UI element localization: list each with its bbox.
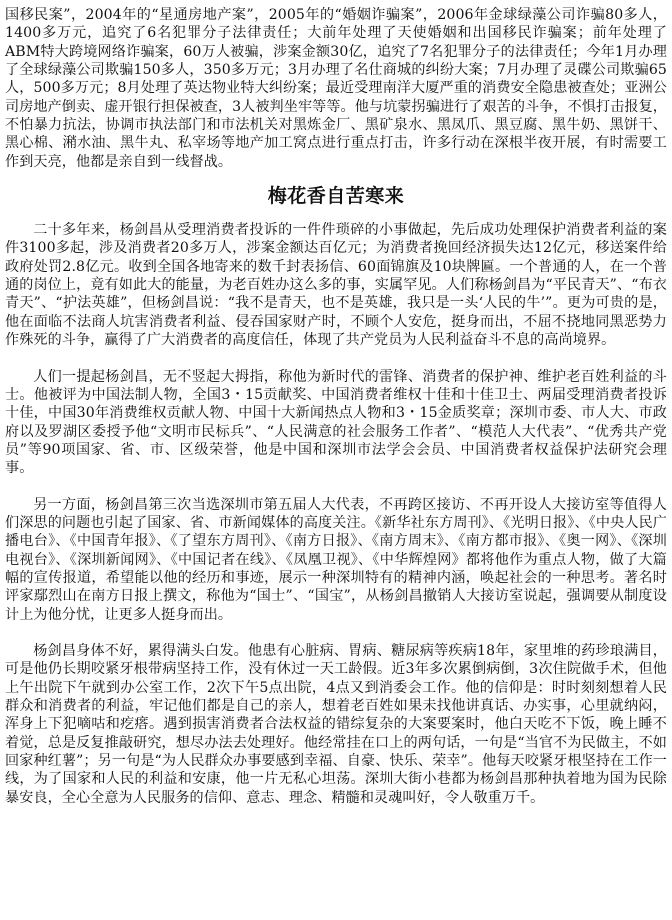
section-title: 梅花香自苦寒来	[267, 185, 405, 208]
paragraph-1: 二十多年来，杨剑昌从受理消费者投诉的一件件琐碎的小事做起，先后成功处理保护消费者利益的案件3100多起，涉及消费者20多万人，涉案金额达百亿元；为消费者挽回经济损失达12亿元，移送案件给政府处罚2.8亿元。收到全国各地寄来的数千封表扬信、60面锦旗及10块牌匾。一个普通的人，在一个普通的岗位上，竟有如此大的能量，为老百姓办这么多的事，实属罕见。人们称杨剑昌为“平民青天”、“布衣青天”、“护法英雄”，但杨剑昌说：“我不是青天，也不是英雄，我只是一头‘人民的牛’”。更为可贵的是，他在面临不法商人坑害消费者利益、侵吞国家财产时，不顾个人安危，挺身而出，不屈不挠地同黑恶势力作殊死的斗争，赢得了广大消费者的高度信任，体现了共产党员为人民利益奋斗不息的高尚境界。	[5, 222, 667, 349]
paragraph-gap	[5, 624, 667, 642]
paragraph-3: 另一方面，杨剑昌第三次当选深圳市第五届人大代表，不再跨区接访、不再开设人大接访室等值得人们深思的问题也引起了国家、省、市新闻媒体的高度关注。《新华社东方周刊》、《光明日报》、《中央人民广播电台》、《中国青年报》、《了望东方周刊》、《南方日报》、《南方周末》、《南方都市报》、《奥一网》、《深圳电视台》、《深圳新闻网》、《中国记者在线》、《凤凰卫视》、《中华辉煌网》都将他作为重点人物，做了大篇幅的宣传报道，希望能以他的经历和事迹，展示一种深圳特有的精神内涵，唤起社会的一种思考。著名时评家鄢烈山在南方日报上撰文，称他为“国士”、“国宝”，从杨剑昌撤销人大接访室说起，强调要从制度设计上为他分忧，让更多人挺身而出。	[5, 496, 667, 623]
continued-paragraph: 国移民案”，2004年的“星通房地产案”，2005年的“婚姻诈骗案”，2006年金球绿藻公司诈骗80多人，1400多万元，追究了6名犯罪分子法律责任；大前年处理了天使婚姻和出国移民诈骗案；前年处理了ABM特大跨境网络诈骗案，60万人被骗，涉案金额30亿，追究了7名犯罪分子的法律责任；今年1月办理了全球绿藻公司欺骗150多人，350多万元；3月办理了名仕商城的纠纷大案；7月办理了灵碟公司欺骗65人，500多万元；8月处理了英达物业特大纠纷案；最近受理南洋大厦严重的消费安全隐患被查处；亚洲公司房地产倒卖、虚开银行担保被查，3人被判坐牢等等。他与坑蒙拐骗进行了艰苦的斗争，不惧打击报复，不怕暴力抗法，协调市执法部门和市法机关对黑炼金厂、黑矿泉水、黑凤爪、黑豆腐、黑牛奶、黑饼干、黑心棉、潲水油、黑牛丸、私宰场等地产加工窝点进行重点打击，许多行动在深根半夜开展，有时需要工作到天亮，他都是亲自到一线督战。	[5, 7, 667, 170]
paragraph-gap	[5, 478, 667, 496]
paragraph-gap	[5, 350, 667, 368]
paragraph-4: 杨剑昌身体不好，累得满头白发。他患有心脏病、胃病、糖尿病等疾病18年，家里堆的药珍琅满目，可是他仍长期咬紧牙根带病坚持工作，没有休过一天工龄假。近3年多次累倒病倒，3次住院做手术，但他上午出院下午就到办公室工作，2次下午5点出院，4点又到消委会工作。他的信仰是：时时刻刻想着人民群众和消费者的利益，牢记他们都是自己的亲人，想着老百姓如果未找他讲真话、办实事，心里就纳闷，浑身上下犯嘀咕和疙瘩。遇到损害消费者合法权益的错综复杂的大案要案时，他白天吃不下饭，晚上睡不着觉，总是反复推敲研究，想尽办法去处理好。他经常挂在口上的两句话，一句是“当官不为民做主，不如回家种红薯”；另一句是“为人民群众办事要感到幸福、自豪、快乐、荣幸”。他每天咬紧牙根坚持在工作一线，为了国家和人民的利益和安康，他一片无私心坦荡。深圳大街小巷都为杨剑昌那种执着地为国为民除暴安良，全心全意为人民服务的信仰、意志、理念、精髓和灵魂叫好，令人敬重万千。	[5, 642, 667, 806]
paragraph-2: 人们一提起杨剑昌，无不竖起大拇指，称他为新时代的雷锋、消费者的保护神、维护老百姓利益的斗士。他被评为中国法制人物，全国3・15贡献奖、中国消费者维权十佳和十佳卫士、两届受理消费者投诉十佳，中国30年消费维权贡献人物、中国十大新闻热点人物和3・15金质奖章；深圳市委、市人大、市政府以及罗湖区委授予他“文明市民标兵”、“人民满意的社会服务工作者”、“模范人大代表”、“优秀共产党员”等90项国家、省、市、区级荣誉，他是中国和深圳市法学会会员、中国消费者权益保护法研究会理事。	[5, 368, 667, 477]
